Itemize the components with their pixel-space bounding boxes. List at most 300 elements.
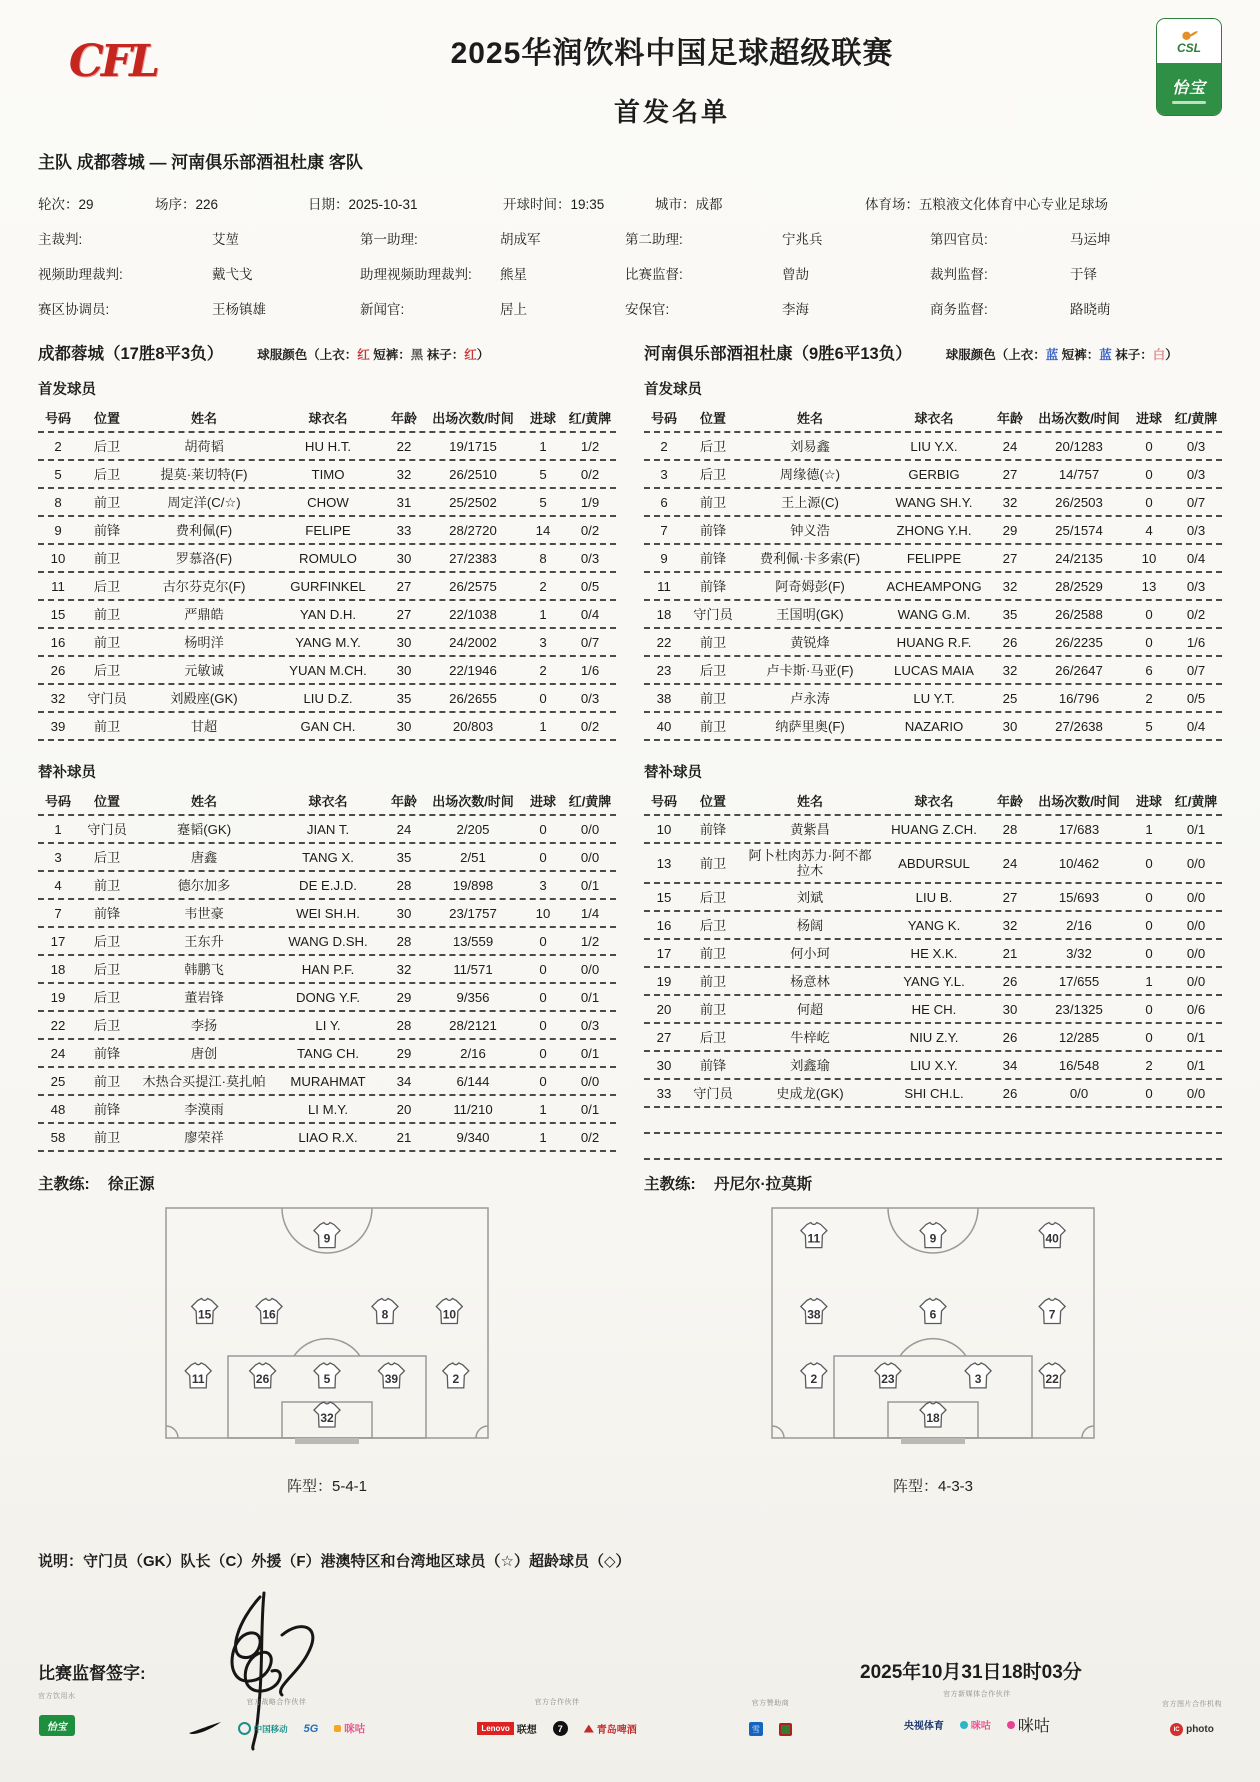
table-cell: 0/1 (580, 1101, 600, 1117)
table-row (38, 489, 616, 517)
table-cell: 前卫 (93, 606, 121, 622)
table-cell: 27 (396, 578, 412, 594)
teams-line: 主队 成都蓉城 — 河南俱乐部酒祖杜康 客队 (38, 153, 363, 172)
table-cell: 22/1038 (449, 606, 497, 622)
table-cell: 王东升 (184, 933, 224, 949)
table-row (38, 685, 616, 713)
table-cell: 姓名 (190, 793, 217, 809)
table-cell: WANG G.M. (897, 606, 971, 622)
table-cell: 11 (51, 578, 65, 594)
table-cell: 24/2135 (1055, 550, 1103, 566)
table-cell: 32 (396, 466, 412, 482)
table-cell: 17/683 (1058, 821, 1100, 837)
table-cell: 1 (539, 1129, 547, 1145)
table-cell: 费利佩·卡多索(F) (759, 550, 861, 566)
table-cell: 0/7 (1186, 662, 1206, 678)
table-row (38, 844, 616, 872)
table-row (38, 433, 616, 461)
table-cell: 21 (1002, 945, 1018, 961)
table-cell: HE CH. (911, 1001, 957, 1017)
table-cell: 1/2 (580, 933, 600, 949)
table-cell: 卢卡斯·马亚(F) (766, 662, 854, 678)
table-cell: 2/51 (460, 849, 486, 865)
jersey-icon (314, 1223, 340, 1248)
away-starters-table (644, 405, 1222, 741)
table-cell: 2 (1145, 690, 1153, 706)
table-cell: 姓名 (190, 410, 217, 426)
table-cell: 0/0 (1186, 917, 1206, 933)
table-cell: 27/2383 (449, 550, 497, 566)
table-cell: 28 (396, 933, 412, 949)
table-cell: 2/205 (456, 821, 490, 837)
table-cell: 罗慕洛(F) (175, 550, 233, 566)
sponsor-lenovo-logo: Lenovo 联想 (477, 1721, 536, 1736)
table-cell: 3 (54, 849, 62, 865)
table-cell: 后卫 (93, 933, 121, 949)
table-cell: 2 (660, 438, 668, 454)
table-cell: TANG X. (302, 849, 354, 865)
table-cell: SHI CH.L. (904, 1085, 964, 1101)
table-cell: 12/285 (1058, 1029, 1100, 1045)
sponsor-group (1162, 1699, 1222, 1736)
table-header-row (38, 788, 616, 816)
table-cell: 1 (54, 821, 62, 837)
away-formation-section (644, 1166, 1222, 1496)
table-row (644, 713, 1222, 741)
table-cell: 出场次数/时间 (1038, 793, 1120, 809)
table-cell: 3 (539, 877, 547, 893)
csl-badge-bottom (1157, 63, 1221, 115)
svg-text:32: 32 (320, 1411, 334, 1425)
table-row (38, 984, 616, 1012)
table-row (644, 816, 1222, 844)
sponsor-tier-label: 官方合作伙伴 (534, 1699, 580, 1706)
kit-color-text: 球服颜色（上衣： (945, 348, 1046, 362)
table-cell: 0/0 (1186, 945, 1206, 961)
table-cell: 前卫 (699, 494, 727, 510)
table-cell: 0 (539, 1017, 547, 1033)
table-cell: 2 (54, 438, 62, 454)
table-cell: WEI SH.H. (296, 905, 360, 921)
table-cell: 30 (396, 905, 412, 921)
table-cell: 前卫 (699, 690, 727, 706)
table-cell: 杨阔 (796, 917, 824, 933)
table-cell: 守门员 (693, 1085, 733, 1101)
table-cell: 13 (656, 855, 672, 871)
table-cell: 前锋 (699, 821, 727, 837)
table-cell: 年龄 (390, 793, 417, 809)
table-cell: 纳萨里奥(F) (775, 718, 845, 734)
table-cell: 守门员 (693, 606, 733, 622)
table-cell: 严鼎皓 (184, 606, 224, 622)
table-cell: 10 (50, 550, 66, 566)
table-cell: 0 (539, 961, 547, 977)
sponsor-group (477, 1697, 636, 1736)
table-cell: 15/693 (1058, 889, 1100, 905)
table-cell: 5 (539, 466, 547, 482)
table-cell: 1/4 (580, 905, 600, 921)
table-row (38, 461, 616, 489)
sun-icon (1179, 28, 1199, 42)
svg-text:3: 3 (974, 1371, 982, 1386)
table-cell: 号码 (44, 410, 71, 426)
table-cell: 杨意林 (790, 973, 830, 989)
table-cell: 28/2529 (1055, 578, 1103, 594)
jersey-icon (443, 1363, 469, 1388)
table-cell: 1/2 (580, 438, 600, 454)
table-row (644, 573, 1222, 601)
home-coach-name: 徐正源 (107, 1176, 155, 1193)
table-row (38, 545, 616, 573)
table-cell: 25/2502 (449, 494, 497, 510)
cfl-league-logo: CFL (68, 36, 158, 87)
sponsor-logos (477, 1721, 636, 1736)
svg-text:2: 2 (810, 1371, 818, 1386)
official-role: 视频助理裁判: (38, 267, 123, 282)
table-cell: LUCAS MAIA (894, 662, 974, 678)
table-cell: 1 (1145, 973, 1153, 989)
table-cell: NIU Z.Y. (909, 1029, 959, 1045)
table-cell: 9 (54, 522, 62, 538)
table-cell: 8 (54, 494, 62, 510)
table-cell: 蹇韬(GK) (176, 821, 232, 837)
table-cell: 28 (396, 1017, 412, 1033)
sponsor-snow2-logo (779, 1723, 792, 1736)
table-cell: 7 (660, 522, 668, 538)
official-role: 安保官: (625, 302, 670, 317)
official-name: 熊星 (500, 267, 527, 282)
table-cell: 4 (1145, 522, 1153, 538)
table-cell: 阿奇姆彭(F) (775, 578, 845, 594)
table-cell: 33 (396, 522, 412, 538)
table-row (644, 657, 1222, 685)
table-cell: 14 (535, 522, 551, 538)
svg-text:26: 26 (255, 1371, 270, 1386)
kit-color-text: ） (476, 348, 490, 362)
table-cell: 32 (50, 690, 66, 706)
sponsor-strip (38, 1689, 1222, 1736)
table-cell: 5 (1145, 718, 1153, 734)
table-row (38, 1096, 616, 1124)
table-cell: 22 (50, 1017, 66, 1033)
badge-decoration-bar (1172, 101, 1206, 104)
table-cell: 29 (396, 989, 412, 1005)
table-header-row (644, 405, 1222, 433)
officials-row (38, 263, 1222, 283)
table-cell: 李漠雨 (184, 1101, 224, 1117)
table-cell: 20 (396, 1101, 412, 1117)
yibao-text: 怡宝 (1171, 79, 1206, 97)
home-team-name: 成都蓉城（17胜8平3负） (38, 345, 224, 363)
table-cell: 何小珂 (790, 945, 830, 961)
table-cell: 7 (54, 905, 62, 921)
table-cell: 后卫 (93, 438, 121, 454)
svg-text:22: 22 (1045, 1371, 1059, 1386)
table-row (644, 1134, 1222, 1160)
table-cell: 2 (1145, 1057, 1153, 1073)
table-cell: 1 (539, 438, 547, 454)
table-cell: 0 (539, 821, 547, 837)
svg-text:10: 10 (442, 1307, 457, 1322)
table-row (644, 489, 1222, 517)
table-cell: 号码 (44, 793, 71, 809)
table-cell: 0/2 (580, 718, 600, 734)
sponsor-yibao-logo: 怡宝 (39, 1715, 75, 1736)
table-cell: 进球 (1135, 410, 1162, 426)
table-cell: 13/559 (452, 933, 494, 949)
table-cell: 0/3 (1186, 578, 1206, 594)
table-row (644, 1080, 1222, 1108)
home-kit-colors (257, 345, 489, 363)
table-cell: 2 (539, 578, 547, 594)
svg-text:11: 11 (807, 1231, 821, 1246)
sponsor-group (749, 1698, 792, 1736)
table-cell: 0/6 (1186, 1001, 1206, 1017)
table-cell: 0/5 (1186, 690, 1206, 706)
sponsor-tier-label: 官方图片合作机构 (1161, 1701, 1222, 1708)
table-cell: 前卫 (93, 494, 121, 510)
table-cell: 阿卜杜肉苏力·阿不都拉木 (748, 848, 872, 878)
home-formation-section (38, 1166, 616, 1496)
table-cell: 董岩锋 (184, 989, 224, 1005)
svg-text:11: 11 (191, 1371, 205, 1386)
table-cell: 后卫 (93, 849, 121, 865)
table-cell: 0/1 (580, 877, 600, 893)
table-cell: WANG D.SH. (288, 933, 368, 949)
table-cell: 球衣名 (308, 793, 348, 809)
table-cell: 0/2 (580, 522, 600, 538)
legend-note: 说明：守门员（GK）队长（C）外援（F）港澳特区和台湾地区球员（☆）超龄球员（◇） (38, 1553, 631, 1570)
table-cell: 0 (1145, 494, 1153, 510)
sponsor-logos (39, 1715, 75, 1736)
away-team-name: 河南俱乐部酒祖杜康（9胜6平13负） (644, 345, 912, 363)
jersey-icon (1039, 1223, 1065, 1248)
table-cell: 0/1 (580, 1045, 600, 1061)
table-row (38, 1068, 616, 1096)
official-role: 比赛监督: (625, 267, 683, 282)
table-cell: 0/2 (1186, 606, 1206, 622)
official-name: 艾堃 (212, 232, 239, 247)
table-cell: 32 (396, 961, 412, 977)
table-cell: 前锋 (699, 522, 727, 538)
csl-text: CSL (1177, 41, 1201, 55)
table-cell: 史成龙(GK) (776, 1085, 844, 1101)
jersey-icon (920, 1299, 946, 1324)
home-coach-label: 主教练: (38, 1176, 90, 1193)
table-cell: 球衣名 (914, 410, 954, 426)
svg-text:9: 9 (323, 1231, 331, 1246)
official-role: 裁判监督: (930, 267, 988, 282)
table-cell: 30 (1002, 718, 1018, 734)
table-cell: 0/0 (580, 1073, 600, 1089)
table-cell: 30 (396, 634, 412, 650)
table-cell: 红/黄牌 (568, 793, 612, 809)
match-info-row (38, 193, 1222, 213)
sponsor-cctv-logo: 央视体育 (903, 1721, 944, 1732)
table-cell: 25/1574 (1055, 522, 1103, 538)
jersey-icon (920, 1402, 946, 1427)
home-pitch-diagram (162, 1204, 492, 1451)
table-cell: 19 (656, 973, 672, 989)
table-row (38, 816, 616, 844)
svg-text:38: 38 (807, 1307, 821, 1322)
table-cell: 24 (1002, 855, 1018, 871)
table-cell: 9/340 (456, 1129, 490, 1145)
table-cell: 前卫 (699, 718, 727, 734)
table-cell: 26/2510 (449, 466, 497, 482)
table-cell: 费利佩(F) (175, 522, 233, 538)
table-cell: 10 (1141, 550, 1157, 566)
table-cell: GERBIG (908, 466, 960, 482)
table-cell: 0/0 (580, 821, 600, 837)
away-coach-label: 主教练: (644, 1176, 696, 1193)
table-cell: 20/1283 (1055, 438, 1103, 454)
table-cell: 0 (1145, 634, 1153, 650)
jersey-icon (1039, 1299, 1065, 1324)
table-cell: 24 (396, 821, 412, 837)
away-pitch-diagram (768, 1204, 1098, 1451)
table-cell: 年龄 (996, 793, 1023, 809)
table-cell: YANG K. (907, 917, 961, 933)
table-cell: 29 (1002, 522, 1018, 538)
table-cell: 20 (656, 1001, 672, 1017)
table-cell: 后卫 (699, 917, 727, 933)
table-cell: 后卫 (699, 438, 727, 454)
svg-text:8: 8 (381, 1307, 389, 1322)
table-cell: 0 (1145, 855, 1153, 871)
table-cell: DE E.J.D. (299, 877, 357, 893)
table-cell: 元敏诚 (184, 662, 224, 678)
table-cell: 10/462 (1058, 855, 1100, 871)
jersey-icon (920, 1223, 946, 1248)
sponsor-logos (749, 1722, 792, 1736)
table-cell: 刘斌 (796, 889, 824, 905)
table-cell: 古尔芬克尔(F) (162, 578, 246, 594)
table-header-row (38, 405, 616, 433)
table-cell: 2/16 (460, 1045, 486, 1061)
table-row (644, 968, 1222, 996)
table-cell: 何超 (796, 1001, 824, 1017)
table-row (644, 1024, 1222, 1052)
table-cell: 后卫 (93, 1017, 121, 1033)
info-item: 体育场：五粮液文化体育中心专业足球场 (865, 197, 1108, 212)
jersey-icon (965, 1363, 991, 1388)
kit-color-text: 红 (357, 348, 370, 362)
away-subs-table (644, 788, 1222, 1160)
official-role: 助理视频助理裁判: (360, 267, 472, 282)
table-row (644, 433, 1222, 461)
table-cell: 10 (535, 905, 551, 921)
table-cell: YANG Y.L. (903, 973, 965, 989)
table-cell: 15 (50, 606, 66, 622)
sponsor-migu2-logo: 咪咕 (960, 1717, 991, 1732)
official-name: 曾劼 (782, 267, 809, 282)
table-cell: 球衣名 (914, 793, 954, 809)
jersey-icon (801, 1223, 827, 1248)
table-cell: 0 (539, 933, 547, 949)
sponsor-migu-logo: 咪咕 (334, 1721, 365, 1736)
svg-text:2: 2 (452, 1371, 460, 1386)
table-cell: 30 (1002, 1001, 1018, 1017)
table-cell: 19/898 (452, 877, 494, 893)
table-cell: 0 (1145, 1001, 1153, 1017)
sponsor-logos (188, 1721, 366, 1736)
sponsor-ic-logo: IC photo (1170, 1723, 1214, 1736)
away-starters-label: 首发球员 (644, 382, 702, 398)
sponsor-tier-label: 官方战略合作伙伴 (246, 1699, 307, 1706)
table-cell: 26/2588 (1055, 606, 1103, 622)
table-cell: 8 (539, 550, 547, 566)
official-name: 宁兆兵 (782, 232, 823, 247)
table-cell: 27 (1002, 889, 1018, 905)
table-row (644, 545, 1222, 573)
table-cell: 后卫 (93, 578, 121, 594)
table-cell: 姓名 (796, 793, 823, 809)
svg-text:9: 9 (929, 1231, 937, 1246)
sponsor-ea7-logo: 7 (553, 1721, 568, 1736)
table-cell: LI M.Y. (307, 1101, 349, 1117)
table-cell: 唐创 (190, 1045, 218, 1061)
table-cell: 前卫 (699, 973, 727, 989)
table-cell: 16 (656, 917, 672, 933)
table-cell: 前锋 (93, 1045, 121, 1061)
table-cell: 11 (657, 578, 671, 594)
table-cell: 28 (396, 877, 412, 893)
table-cell: 19 (50, 989, 66, 1005)
table-cell: ABDURSUL (898, 855, 970, 871)
table-cell: 位置 (93, 793, 120, 809)
table-cell: 38 (656, 690, 672, 706)
svg-text:15: 15 (197, 1307, 212, 1322)
table-cell: 24/2002 (449, 634, 497, 650)
svg-text:18: 18 (926, 1411, 940, 1425)
table-cell: 年龄 (996, 410, 1023, 426)
table-cell: ZHONG Y.H. (896, 522, 972, 538)
table-cell: 26/2235 (1055, 634, 1103, 650)
table-row (644, 629, 1222, 657)
official-role: 主裁判: (38, 232, 83, 247)
svg-text:39: 39 (384, 1371, 399, 1386)
sponsor-group (38, 1691, 76, 1736)
table-row (38, 517, 616, 545)
official-name: 李海 (782, 302, 809, 317)
table-cell: 16 (50, 634, 66, 650)
table-cell: 唐鑫 (190, 849, 218, 865)
table-cell: 0/1 (1186, 821, 1206, 837)
table-cell: HUANG Z.CH. (891, 821, 977, 837)
table-cell: 30 (656, 1057, 672, 1073)
away-coach-name: 丹尼尔·拉莫斯 (713, 1176, 813, 1193)
table-cell: 0/2 (580, 466, 600, 482)
table-cell: 胡荷韬 (184, 438, 224, 454)
table-cell: 后卫 (93, 662, 121, 678)
table-cell: 牛梓屹 (790, 1029, 830, 1045)
table-cell: 前锋 (699, 550, 727, 566)
sponsor-tsingtao-logo: 青岛啤酒 (584, 1721, 637, 1736)
table-cell: 30 (396, 550, 412, 566)
table-cell: 红/黄牌 (568, 410, 612, 426)
kit-color-text: 白 (1152, 348, 1166, 362)
svg-text:5: 5 (323, 1371, 331, 1386)
official-role: 第一助理: (360, 232, 418, 247)
supervisor-signature-label: 比赛监督签字: (38, 1664, 146, 1683)
kit-color-text: 袜子： (1111, 348, 1153, 362)
home-formation-caption: 阵型：5-4-1 (286, 1478, 368, 1495)
table-cell: 前锋 (93, 522, 121, 538)
table-cell: 周缘德(☆) (779, 466, 841, 482)
table-cell: 0/4 (580, 606, 600, 622)
kit-color-text: 蓝 (1045, 348, 1059, 362)
